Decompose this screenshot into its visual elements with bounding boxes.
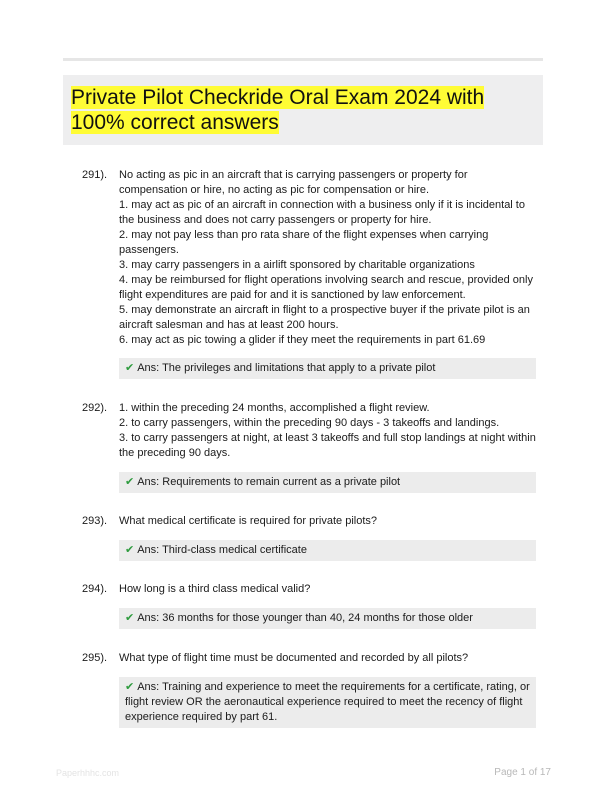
answer-box [119, 540, 536, 561]
question-line: 2. to carry passengers, within the preceding 90 days - 3 takeoffs and landings. [119, 417, 500, 429]
answer-text: Ans: Training and experience to meet the requirements for a certificate, rating, or flight review OR the aeronautical experience required to meet the recency of flight experience required by part 61. [125, 681, 530, 723]
question-text [119, 514, 539, 529]
question-text [119, 651, 539, 666]
answer-text: Ans: Requirements to remain current as a private pilot [137, 476, 401, 488]
checkmark-icon: ✔ [125, 476, 135, 488]
title-banner [63, 75, 543, 145]
footer-watermark: Paperhhhc.com [56, 768, 120, 778]
question-text [119, 582, 539, 597]
page-number: Page 1 of 17 [494, 767, 551, 778]
question-line: 6. may act as pic towing a glider if they meet the requirements in part 61.69 [119, 334, 486, 346]
question-number: 294). [82, 583, 108, 595]
answer-box [119, 677, 536, 728]
checkmark-icon: ✔ [125, 681, 135, 693]
checkmark-icon: ✔ [125, 362, 135, 374]
question-line: 5. may demonstrate an aircraft in flight to a prospective buyer if the private pilot is an aircraft salesman and has at least 200 hours. [119, 304, 530, 331]
document-title: Private Pilot Checkride Oral Exam 2024 with 100% correct answers [71, 86, 485, 134]
question-number: 291). [82, 169, 108, 181]
question-number: 292). [82, 402, 108, 414]
question-line: What medical certificate is required for private pilots? [119, 515, 377, 527]
top-divider [63, 58, 543, 61]
question-line: 3. to carry passengers at night, at least 3 takeoffs and full stop landings at night within the preceding 90 days. [119, 432, 536, 459]
question-line: How long is a third class medical valid? [119, 583, 311, 595]
answer-box [119, 472, 536, 493]
question-line: 2. may not pay less than pro rata share of the flight expenses when carrying passengers. [119, 229, 489, 256]
checkmark-icon: ✔ [125, 612, 135, 624]
question-text [119, 168, 539, 348]
question-number: 293). [82, 515, 108, 527]
question-number: 295). [82, 652, 108, 664]
question-text [119, 401, 539, 461]
answer-text: Ans: The privileges and limitations that apply to a private pilot [137, 362, 436, 374]
answer-text: Ans: Third-class medical certificate [137, 544, 307, 556]
question-line: What type of flight time must be documented and recorded by all pilots? [119, 652, 469, 664]
answer-box [119, 608, 536, 629]
checkmark-icon: ✔ [125, 544, 135, 556]
question-line: 3. may carry passengers in a airlift sponsored by charitable organizations [119, 259, 475, 271]
answer-text: Ans: 36 months for those younger than 40, 24 months for those older [137, 612, 473, 624]
question-line: 4. may be reimbursed for flight operations involving search and rescue, provided only flight expenditures are paid for and it is sanctioned by law enforcement. [119, 274, 533, 301]
question-line: No acting as pic in an aircraft that is carrying passengers or property for compensation or hire, no acting as pic for compensation or hire. [119, 169, 468, 196]
answer-box [119, 358, 536, 379]
question-line: 1. may act as pic of an aircraft in connection with a business only if it is incidental to the business and does not carry passengers or property for hire. [119, 199, 525, 226]
question-line: 1. within the preceding 24 months, accomplished a flight review. [119, 402, 430, 414]
